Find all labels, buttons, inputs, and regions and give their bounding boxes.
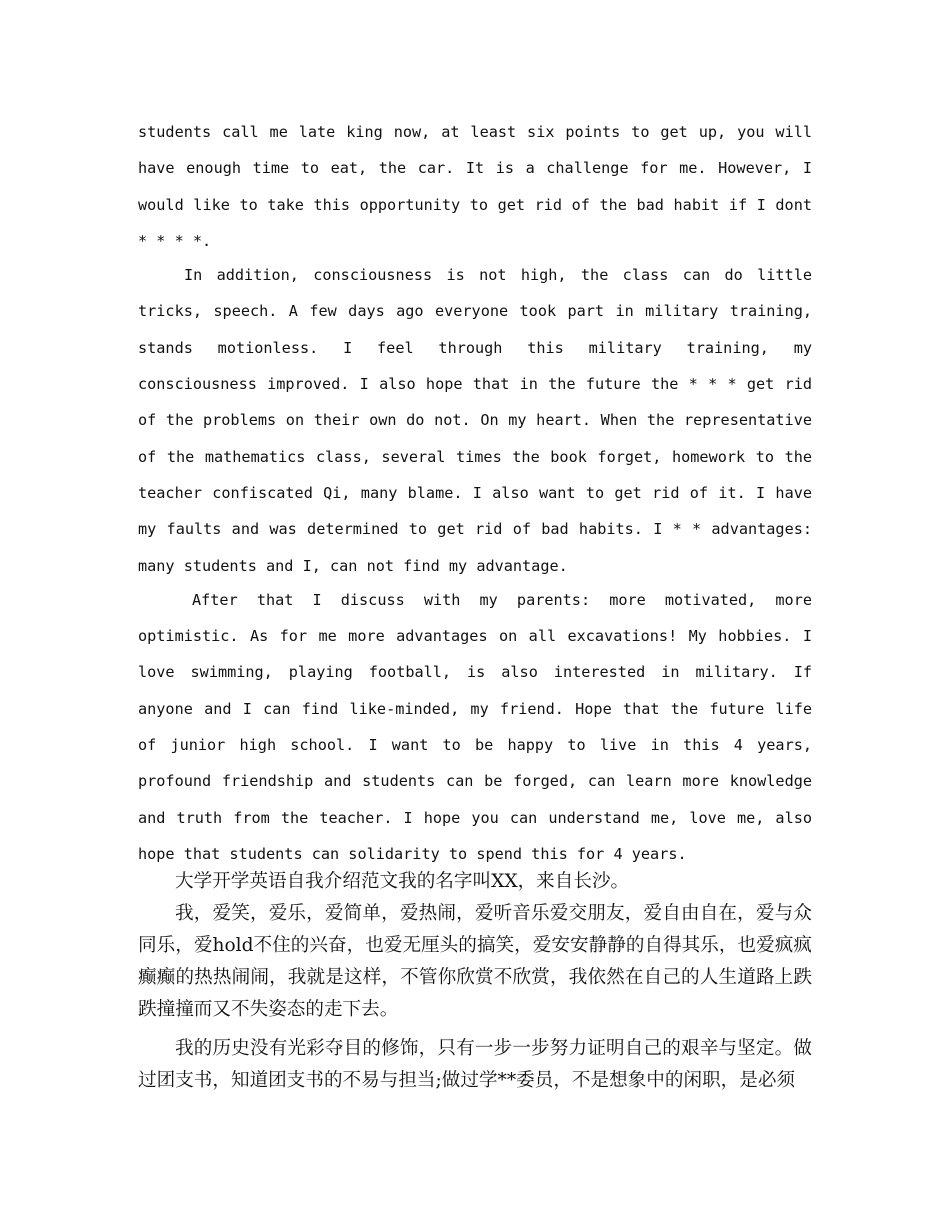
paragraph-6: 我的历史没有光彩夺目的修饰，只有一步一步努力证明自己的艰辛与坚定。做过团支书，知道团支书的不易与担当;做过学**委员，不是想象中的闲职，是必须 xyxy=(138,1038,812,1092)
paragraph-1: students call me late king now, at least six points to get up, you will have enough time to eat, the car. It is a challenge for me. However, I would like to take this opportunity to get rid of the bad habit if I dont * * * *. xyxy=(138,123,812,250)
paragraph-2: In addition, consciousness is not high, the class can do little tricks, speech. A few days ago everyone took part in military training, stands motionless. I feel through this military training, my consciousness improved. I also hope that in the future the * * * get rid of the problems on their own do not. On my heart. When the representative of the mathematics class, several times the book forget, homework to the teacher confiscated Qi, many blame. I also want to get rid of it. I have my faults and was determined to get rid of bad habits. I * * advantages: many students and I, can not find my advantage. xyxy=(138,266,812,575)
paragraph-3: After that I discuss with my parents: more motivated, more optimistic. As for me more advantages on all excavations! My hobbies. I love swimming, playing football, is also interested in military. If anyone and I can find like-minded, my friend. Hope that the future life of junior high school. I want to be happy to live in this 4 years, profound friendship and students can be forged, can learn more knowledge and truth from the teacher. I hope you can understand me, love me, also hope that students can solidarity to spend this for 4 years. xyxy=(138,590,812,863)
document-body xyxy=(138,114,812,1097)
paragraph-4: 大学开学英语自我介绍范文我的名字叫XX，来自长沙。 xyxy=(175,871,630,893)
paragraph-5: 我，爱笑，爱乐，爱简单，爱热闹，爱听音乐爱交朋友，爱自由自在，爱与众同乐，爱hold不住的兴奋，也爱无厘头的搞笑，爱安安静静的自得其乐，也爱疯疯癫癫的热热闹闹，我就是这样，不管你欣赏不欣赏，我依然在自己的人生道路上跌跌撞撞而又不失姿态的走下去。 xyxy=(138,903,812,1021)
